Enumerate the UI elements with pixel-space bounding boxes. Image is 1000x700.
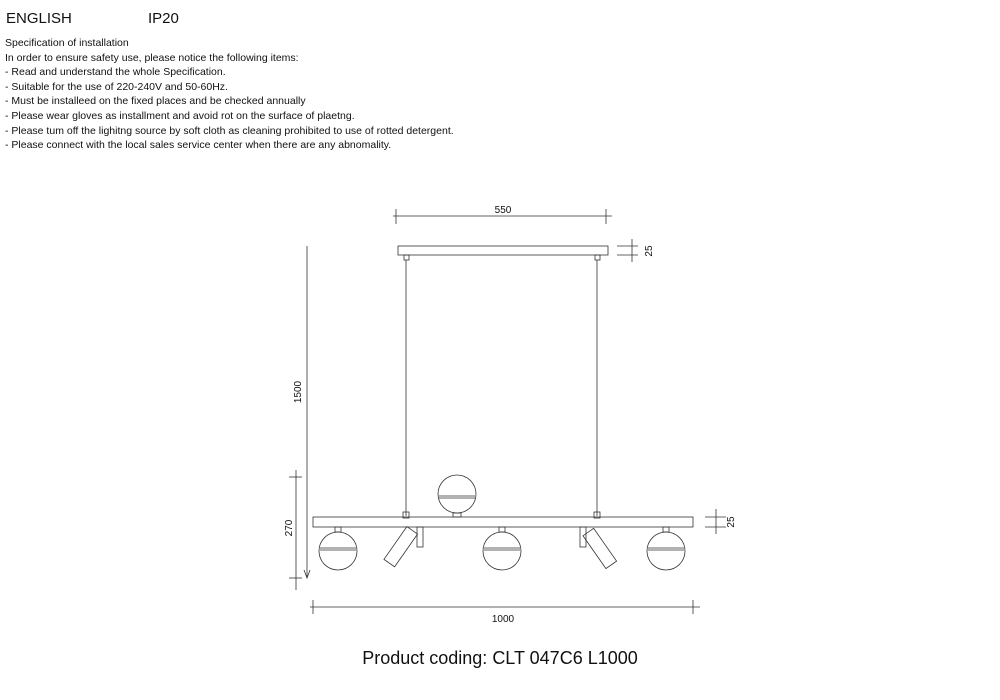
- spec-item: - Please connect with the local sales service center when there are any abnomality.: [5, 139, 392, 152]
- globe-lamp-1: [319, 527, 357, 570]
- ip-rating: IP20: [148, 10, 179, 27]
- dimension-label-25-bar: 25: [726, 516, 737, 528]
- globe-lamp-2: [483, 527, 521, 570]
- upward-globe-lamp: [438, 475, 476, 517]
- ceiling-canopy: [398, 246, 608, 255]
- dimension-canopy-width: [393, 205, 612, 224]
- spec-intro: In order to ensure safety use, please notice the following items:: [5, 51, 299, 64]
- spec-item: - Read and understand the whole Specification.: [5, 66, 226, 79]
- spec-title: Specification of installation: [5, 37, 129, 49]
- canopy-connector-left: [404, 255, 409, 260]
- dimension-label-550: 550: [494, 205, 512, 216]
- globe-lamp-3: [647, 527, 685, 570]
- spotlight-2: [580, 527, 617, 569]
- canopy-connector-right: [595, 255, 600, 260]
- dimension-bar-height: [705, 509, 737, 534]
- dimension-label-25-top: 25: [644, 245, 655, 257]
- spec-item: - Please tum off the lighitng source by soft cloth as cleaning prohibited to use of rotted detergent.: [5, 124, 454, 137]
- main-light-bar: [313, 517, 693, 527]
- product-coding: Product coding: CLT 047C6 L1000: [362, 648, 638, 668]
- spec-item: - Must be installeed on the fixed places and be checked annually: [5, 95, 306, 108]
- spotlight-1: [384, 527, 423, 567]
- dimension-bar-length: [310, 600, 700, 625]
- dimension-label-1500: 1500: [293, 380, 304, 404]
- dimension-canopy-height: [617, 239, 655, 262]
- spec-item: - Please wear gloves as installment and avoid rot on the surface of plaetng.: [5, 109, 355, 122]
- dimension-label-1000: 1000: [491, 614, 515, 625]
- dimension-label-270: 270: [284, 519, 295, 537]
- language-label: ENGLISH: [6, 10, 72, 27]
- dimension-total-height: [284, 246, 310, 590]
- spec-item: - Suitable for the use of 220-240V and 50-60Hz.: [5, 80, 228, 93]
